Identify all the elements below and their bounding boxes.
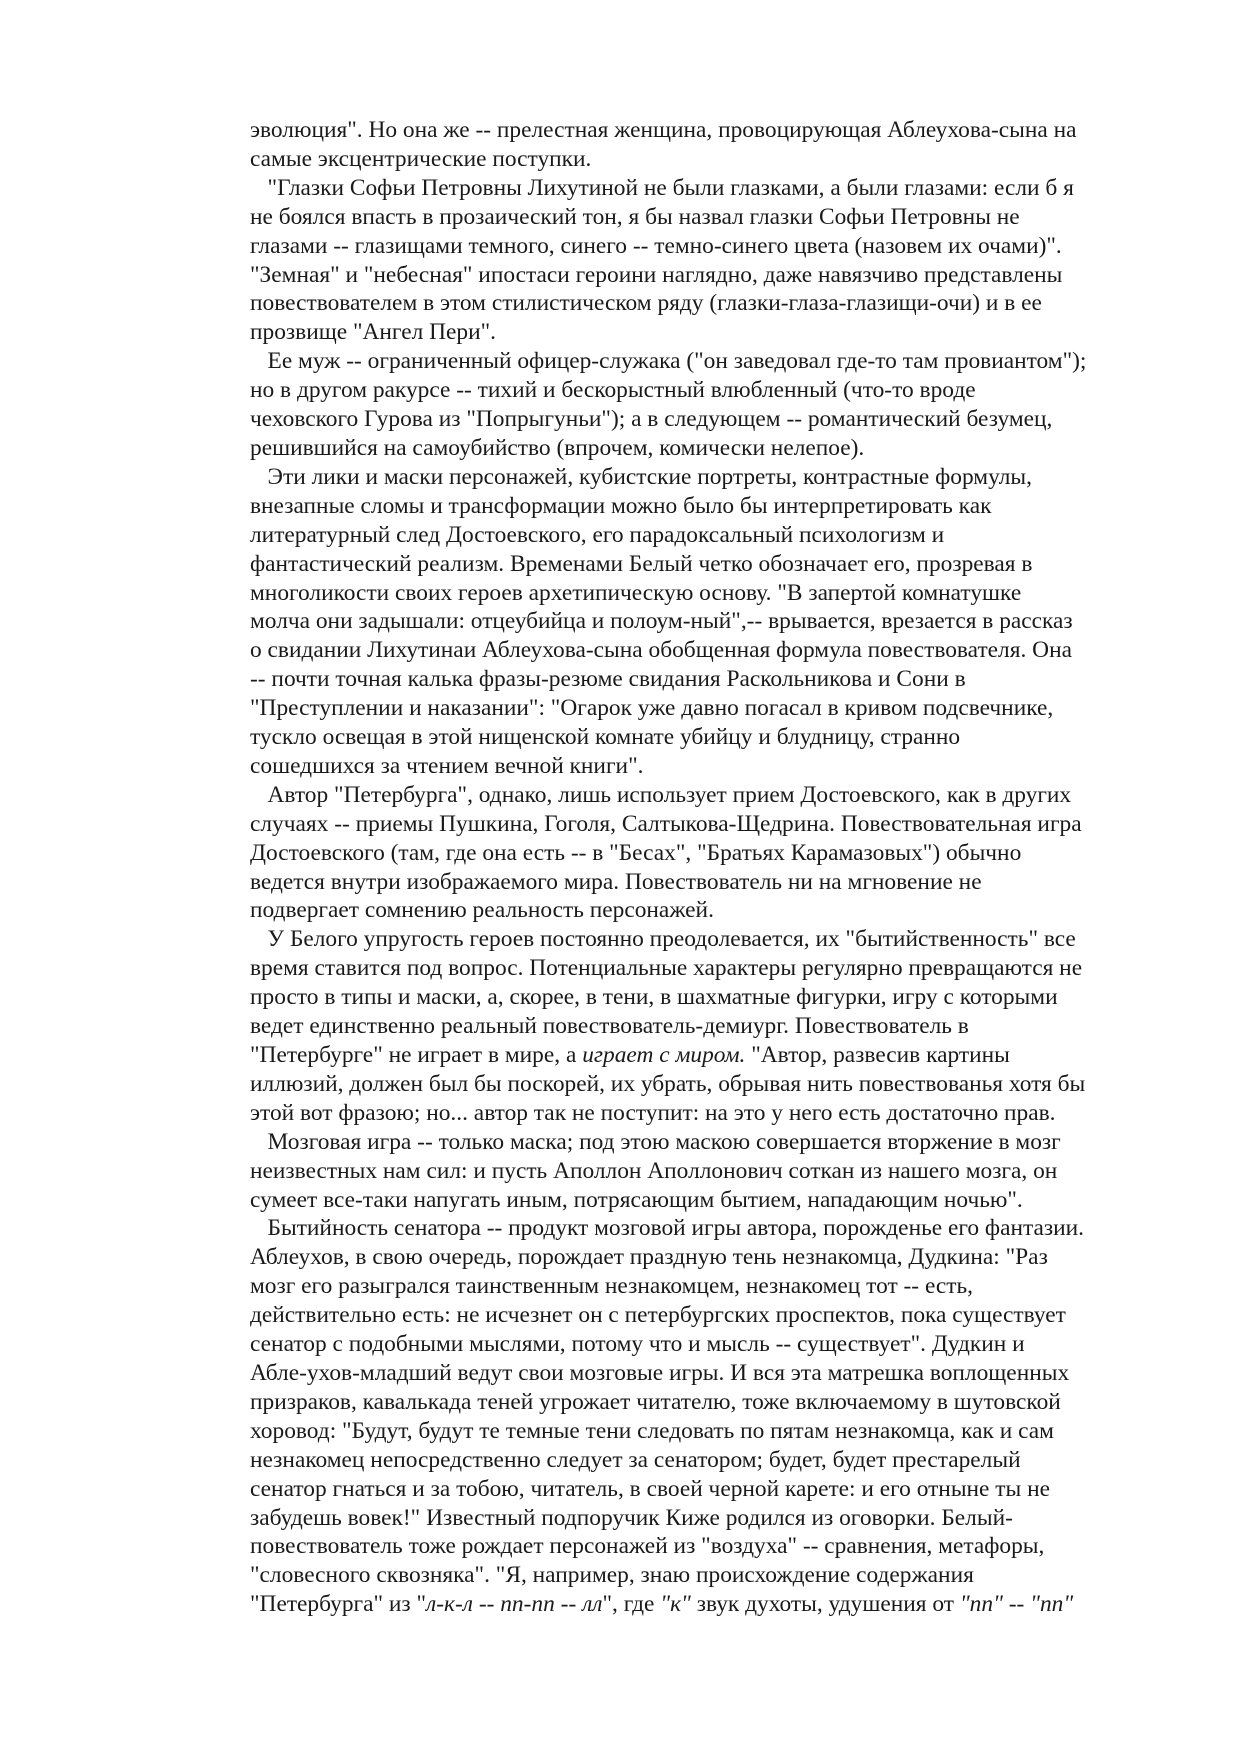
text-segment: внезапные сломы и трансформации можно было бы интерпретировать как	[250, 492, 992, 519]
text-segment: прозвище "Ангел Пери".	[250, 319, 496, 346]
text-segment: незнакомец непосредственно следует за сенатором; будет, будет престарелый	[250, 1446, 1021, 1473]
text-segment: неизвестных нам сил: и пусть Аполлон Аполлонович соткан из нашего мозга, он	[250, 1157, 1058, 1184]
italic-text: играет с миром.	[582, 1042, 746, 1068]
text-segment: -- почти точная калька фразы-резюме свидания Раскольникова и Сони в	[250, 666, 966, 693]
text-segment: действительно есть: не исчезнет он с петербургских проспектов, пока существует	[250, 1302, 1066, 1329]
text-segment: но в другом ракурсе -- тихий и бескорыстный влюбленный (что-то вроде	[250, 377, 976, 404]
text-line	[250, 1388, 1155, 1417]
document-page	[250, 116, 1155, 1619]
text-segment: подвергает сомнению реальность персонажей.	[250, 897, 714, 924]
text-segment: "Петербурга" из "	[250, 1591, 427, 1618]
text-segment: просто в типы и маски, а, скорее, в тени, в шахматные фигурки, игру с которыми	[250, 984, 1058, 1011]
text-line	[250, 1417, 1155, 1446]
text-segment: призраков, кавалькада теней угрожает читателю, тоже включаемому в шутовской	[250, 1388, 1061, 1415]
text-line	[250, 1099, 1155, 1128]
text-segment: не боялся впасть в прозаический тон, я бы назвал глазки Софьи Петровны не	[250, 203, 1020, 230]
text-line	[250, 1214, 1155, 1243]
text-segment: повествователем в этом стилистическом ряду (глазки-глаза-глазищи-очи) и в ее	[250, 290, 1042, 317]
text-line	[250, 434, 1155, 463]
text-segment: литературный след Достоевского, его парадоксальный психологизм и	[250, 521, 945, 548]
text-line	[250, 1359, 1155, 1388]
text-line	[250, 1128, 1155, 1157]
text-line	[250, 1186, 1155, 1215]
text-line	[250, 1590, 1155, 1619]
text-segment: Мозговая игра -- только маска; под этою маскою совершается вторжение в мозг	[250, 1128, 1061, 1155]
text-line	[250, 781, 1155, 810]
text-segment: о свидании Лихутинаи Аблеухова-сына обобщенная формула повествователя. Она	[250, 637, 1072, 664]
text-line	[250, 1532, 1155, 1561]
text-segment: эволюция". Но она же -- прелестная женщина, провоцирующая Аблеухова-сына на	[250, 117, 1077, 143]
text-segment: случаях -- приемы Пушкина, Гоголя, Салтыкова-Щедрина. Повествовательная игра	[250, 810, 1082, 837]
text-line	[250, 1157, 1155, 1186]
text-line	[250, 636, 1155, 665]
text-line	[250, 1243, 1155, 1272]
text-segment: "Земная" и "небесная" ипостаси героини наглядно, даже навязчиво представлены	[250, 261, 1063, 288]
text-segment: сенатор гнаться и за тобою, читатель, в своей черной карете: и его отныне ты не	[250, 1475, 1050, 1502]
text-segment: чеховского Гурова из "Попрыгуньи"); а в следующем -- романтический безумец,	[250, 406, 1053, 433]
text-line	[250, 607, 1155, 636]
text-line	[250, 1561, 1155, 1590]
text-line	[250, 232, 1155, 261]
text-segment: молча они задышали: отцеубийца и полоум-ный",-- врывается, врезается в рассказ	[250, 608, 1073, 635]
text-segment: этой вот фразою; но... автор так не поступит: на это у него есть достаточно прав.	[250, 1099, 1056, 1126]
text-segment: забудешь вовек!" Известный подпоручик Киже родился из оговорки. Белый-	[250, 1504, 1013, 1531]
text-line	[250, 954, 1155, 983]
text-segment: ведется внутри изображаемого мира. Повествователь ни на мгновение не	[250, 868, 982, 895]
text-line	[250, 839, 1155, 868]
text-line	[250, 1012, 1155, 1041]
text-segment: Эти лики и маски персонажей, кубистские портреты, контрастные формулы,	[250, 463, 1032, 490]
text-line	[250, 376, 1155, 405]
text-line	[250, 289, 1155, 318]
text-segment: Бытийность сенатора -- продукт мозговой игры автора, порожденье его фантазии.	[250, 1215, 1084, 1242]
text-segment: Достоевского (там, где она есть -- в "Бесах", "Братьях Карамазовых") обычно	[250, 839, 1022, 866]
text-line	[250, 1504, 1155, 1533]
text-segment: время ставится под вопрос. Потенциальные характеры регулярно превращаются не	[250, 955, 1083, 982]
text-segment: иллюзий, должен был бы поскорей, их убрать, обрывая нить повествованья хотя бы	[250, 1070, 1086, 1097]
italic-text: "к"	[660, 1591, 691, 1618]
text-line	[250, 579, 1155, 608]
text-line	[250, 694, 1155, 723]
text-line	[250, 983, 1155, 1012]
text-segment: хоровод: "Будут, будут те темные тени следовать по пятам незнакомца, как и сам	[250, 1417, 1054, 1444]
text-line	[250, 318, 1155, 347]
text-line	[250, 405, 1155, 434]
text-segment: У Белого упругость героев постоянно преодолевается, их "бытийственность" все	[250, 926, 1076, 953]
text-line	[250, 145, 1155, 174]
text-segment: Ее муж -- ограниченный офицер-служака ("он заведовал где-то там провиантом");	[250, 348, 1087, 375]
text-segment: Автор "Петербурга", однако, лишь использует прием Достоевского, как в других	[250, 781, 1072, 808]
text-segment: решившийся на самоубийство (впрочем, комически нелепое).	[250, 434, 865, 461]
text-line	[250, 1475, 1155, 1504]
italic-text: л-к-л -- пп-пп -- лл	[426, 1591, 603, 1618]
text-segment: глазами -- глазищами темного, синего -- темно-синего цвета (назовем их очами)".	[250, 232, 1062, 259]
text-line	[250, 665, 1155, 694]
text-segment: мозг его разыгрался таинственным незнакомцем, незнакомец тот -- есть,	[250, 1273, 974, 1300]
text-line	[250, 261, 1155, 290]
italic-text: "пп" -- "пп"	[959, 1591, 1074, 1618]
text-line	[250, 925, 1155, 954]
text-segment: самые эксцентрические поступки.	[250, 145, 592, 172]
text-line	[250, 463, 1155, 492]
text-line	[250, 1272, 1155, 1301]
text-segment: "Автор, развесив картины	[745, 1042, 1010, 1068]
text-segment: тускло освещая в этой нищенской комнате убийцу и блудницу, странно	[250, 724, 961, 751]
text-segment: сенатор с подобными мыслями, потому что и мысль -- существует". Дудкин и	[250, 1331, 1025, 1358]
text-line	[250, 203, 1155, 232]
text-line	[250, 868, 1155, 897]
text-segment: звук духоты, удушения от	[690, 1591, 960, 1618]
text-segment: повествователь тоже рождает персонажей из "воздуха" -- сравнения, метафоры,	[250, 1533, 1045, 1560]
text-segment: сошедшихся за чтением вечной книги".	[250, 752, 644, 779]
text-line	[250, 1041, 1155, 1070]
text-segment: ", где	[602, 1591, 661, 1618]
text-line	[250, 521, 1155, 550]
text-segment: ведет единственно реальный повествователь-демиург. Повествователь в	[250, 1013, 969, 1040]
text-line	[250, 752, 1155, 781]
text-line	[250, 492, 1155, 521]
text-line	[250, 723, 1155, 752]
text-segment: Аблеухов, в свою очередь, порождает праздную тень незнакомца, Дудкина: "Раз	[250, 1244, 1048, 1271]
text-segment: "Преступлении и наказании": "Огарок уже давно погасал в кривом подсвечнике,	[250, 695, 1054, 722]
text-segment: "словесного сквозняка". "Я, например, знаю происхождение содержания	[250, 1562, 974, 1589]
text-segment: "Петербурге" не играет в мире, а	[250, 1042, 583, 1068]
text-segment: "Глазки Софьи Петровны Лихутиной не были глазками, а были глазами: если б я	[250, 174, 1074, 201]
text-line	[250, 810, 1155, 839]
text-line	[250, 1446, 1155, 1475]
text-segment: многоликости своих героев архетипическую основу. "В запертой комнатушке	[250, 579, 1022, 606]
text-line	[250, 116, 1155, 145]
text-line	[250, 550, 1155, 579]
text-segment: Абле-ухов-младший ведут свои мозговые игры. И вся эта матрешка воплощенных	[250, 1359, 1070, 1386]
text-line	[250, 347, 1155, 376]
text-line	[250, 896, 1155, 925]
text-line	[250, 1301, 1155, 1330]
text-line	[250, 1070, 1155, 1099]
text-segment: фантастический реализм. Временами Белый четко обозначает его, прозревая в	[250, 550, 1033, 577]
text-line	[250, 1330, 1155, 1359]
text-segment: сумеет все-таки напугать иным, потрясающим бытием, нападающим ночью".	[250, 1186, 1023, 1213]
text-line	[250, 174, 1155, 203]
